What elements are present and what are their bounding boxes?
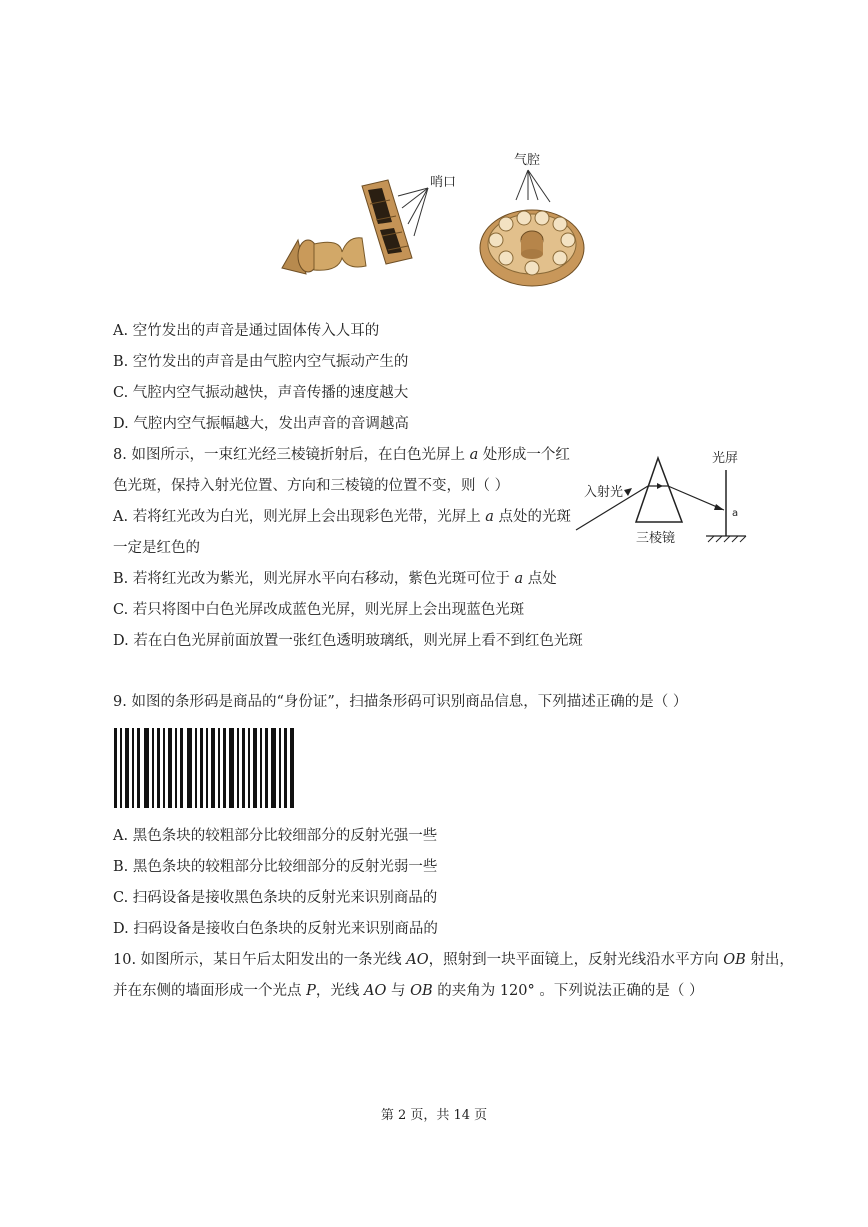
prism-label: 三棱镜: [636, 531, 676, 546]
q9-stem: 9. 如图的条形码是商品的“身份证”，扫描条形码可识别商品信息，下列描述正确的是（ ）: [113, 694, 688, 710]
diabolo-top-view: [480, 210, 584, 286]
q8-stem-line2: 色光斑，保持入射光位置、方向和三棱镜的位置不变，则（ ）: [113, 478, 510, 494]
incident-label: 入射光: [584, 485, 624, 500]
q9-option-d: D. 扫码设备是接收白色条块的反射光来识别商品的: [113, 921, 438, 937]
diabolo-side-view: [282, 180, 412, 274]
q7-option-a: A. 空竹发出的声音是通过固体传入人耳的: [113, 323, 380, 339]
q7-option-d: D. 气腔内空气振幅越大，发出声音的音调越高: [113, 416, 409, 432]
q7-option-c: C. 气腔内空气振动越快，声音传播的速度越大: [113, 385, 409, 401]
q8-option-a-line1: A. 若将红光改为白光，则光屏上会出现彩色光带，光屏上 a 点处的光斑: [113, 509, 572, 525]
prism-shape: [636, 458, 682, 522]
q8-option-d: D. 若在白色光屏前面放置一张红色透明玻璃纸，则光屏上看不到红色光斑: [113, 633, 583, 649]
q10-stem-line2: 并在东侧的墙面形成一个光点 P，光线 AO 与 OB 的夹角为 120° 。下列说法正确的是（ ）: [113, 983, 704, 999]
q7-option-b: B. 空竹发出的声音是由气腔内空气振动产生的: [113, 354, 409, 370]
prism-diagram: [570, 440, 760, 552]
q8-stem-line1: 8. 如图所示，一束红光经三棱镜折射后，在白色光屏上 a 处形成一个红: [113, 447, 570, 463]
q10-stem-line1: 10. 如图所示，某日午后太阳发出的一条光线 AO，照射到一块平面镜上，反射光线沿水平方向 OB 射出，: [113, 952, 794, 968]
q8-option-a-line2: 一定是红色的: [113, 540, 200, 556]
q8-option-b: B. 若将红光改为紫光，则光屏水平向右移动，紫色光斑可位于 a 点处: [113, 571, 557, 587]
barcode-figure: [114, 728, 296, 808]
q9-option-a: A. 黑色条块的较粗部分比较细部分的反射光强一些: [113, 828, 438, 844]
q9-option-c: C. 扫码设备是接收黑色条块的反射光来识别商品的: [113, 890, 438, 906]
diabolo-figure: [270, 140, 590, 290]
whistle-label: 哨口: [430, 175, 457, 190]
q9-option-b: B. 黑色条块的较粗部分比较细部分的反射光弱一些: [113, 859, 438, 875]
point-a-label: a: [732, 508, 739, 519]
q8-option-c: C. 若只将图中白色光屏改成蓝色光屏，则光屏上会出现蓝色光斑: [113, 602, 525, 618]
page-footer: 第 2 页，共 14 页: [380, 1108, 488, 1123]
screen-label: 光屏: [712, 451, 739, 466]
cavity-label: 气腔: [514, 153, 541, 168]
